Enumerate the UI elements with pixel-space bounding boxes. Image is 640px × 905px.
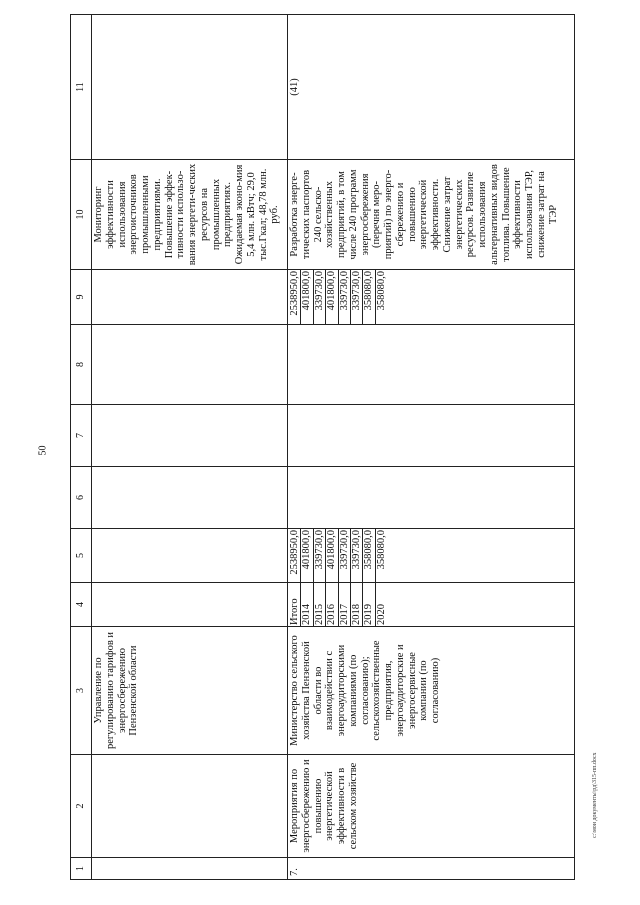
amount-item: 2538950,0	[289, 270, 301, 324]
rotated-table-container	[70, 15, 618, 880]
cell-offbudget	[92, 270, 288, 325]
header-cell: 2	[71, 755, 92, 858]
amount-item: 339730,0	[351, 270, 363, 324]
year-item: 2017	[339, 583, 351, 626]
cell-name: Мероприятия по энергосбережению и повышению энергетической эффективности в сельском хозяйстве	[288, 755, 575, 858]
cell-fed	[92, 467, 288, 529]
header-cell: 10	[71, 160, 92, 270]
header-cell: 4	[71, 583, 92, 627]
amount-item: 339730,0	[314, 270, 326, 324]
amount-item: 339730,0	[314, 529, 326, 582]
header-row	[71, 15, 92, 880]
amount-item: 339730,0	[339, 529, 351, 582]
header-cell: 3	[71, 627, 92, 755]
cell-fed	[288, 467, 575, 529]
year-item: 2015	[314, 583, 326, 626]
cell-local	[92, 325, 288, 405]
amount-item: 401800,0	[326, 529, 338, 582]
year-item: 2019	[363, 583, 375, 626]
amount-item: 339730,0	[339, 270, 351, 324]
year-item: 2018	[351, 583, 363, 626]
table-row	[288, 15, 575, 880]
year-item: 2014	[301, 583, 313, 626]
cell-local	[288, 325, 575, 405]
cell-num: 7.	[288, 858, 575, 880]
year-item: 2020	[375, 604, 387, 625]
header-cell: 8	[71, 325, 92, 405]
amount-item: 2538950,0	[289, 529, 301, 582]
cell-result: Мониторинг эффективности использования энергоисточников промышленными предприятиями. Повышение эффек-тивности использо-вания энергети-ческих ресурсов на промышленных предприятиях. Ожидаемая эконо-мия 5,4 млн. кВтч; 29,0 тыс.Гкал; 48,78 млн. руб.	[92, 160, 288, 270]
cell-reg	[92, 405, 288, 467]
cell-executor: Министерство сельского хозяйства Пензенской области во взаимодействии с энергоаудиторскими компаниями (по согласованию); сельскохозяйственные предприятия, энергоаудиторские и энергосервисные компании (по согласованию)	[288, 627, 575, 755]
amount-item: 401800,0	[326, 270, 338, 324]
cell-indicator	[92, 15, 288, 160]
amount-item: 339730,0	[351, 529, 363, 582]
year-item: Итого	[289, 583, 301, 626]
cell-year	[92, 583, 288, 627]
table-row	[92, 15, 288, 880]
file-path-footer: c:\мои документы\рд\315-пп.docx	[592, 752, 598, 838]
cell-name	[92, 755, 288, 858]
cell-total	[92, 529, 288, 583]
cell-num	[92, 858, 288, 880]
header-cell: 6	[71, 467, 92, 529]
header-cell: 1	[71, 858, 92, 880]
cell-reg	[288, 405, 575, 467]
program-table	[70, 14, 575, 880]
header-cell: 9	[71, 270, 92, 325]
amount-item: 358080,0	[363, 529, 375, 582]
amount-item: 358080,0	[375, 271, 387, 311]
page-number: 50	[37, 445, 49, 456]
header-cell: 7	[71, 405, 92, 467]
cell-offbudget	[288, 270, 575, 325]
cell-indicator: (41)	[288, 15, 575, 160]
amount-item: 358080,0	[375, 530, 387, 570]
amount-item: 401800,0	[301, 270, 313, 324]
cell-executor: Управление по регулированию тарифов и энергосбережению Пензенской области	[92, 627, 288, 755]
amount-item: 401800,0	[301, 529, 313, 582]
cell-total	[288, 529, 575, 583]
year-item: 2016	[326, 583, 338, 626]
cell-result: Разработка энерге-тических паспортов 240 сельско-хозяйственных предприятий, в том числе 240 программ энергосбережения (перечня меро-приятий) по энерго-сбережению и повышению энергетической эффективности. Снижение затрат энергетических ресурсов. Развитие использования альтернативных видов топлива. Повышение эффективности использования ТЭР, снижение затрат на ТЭР	[288, 160, 575, 270]
header-cell: 5	[71, 529, 92, 583]
cell-year	[288, 583, 575, 627]
amount-item: 358080,0	[363, 270, 375, 324]
header-cell: 11	[71, 15, 92, 160]
